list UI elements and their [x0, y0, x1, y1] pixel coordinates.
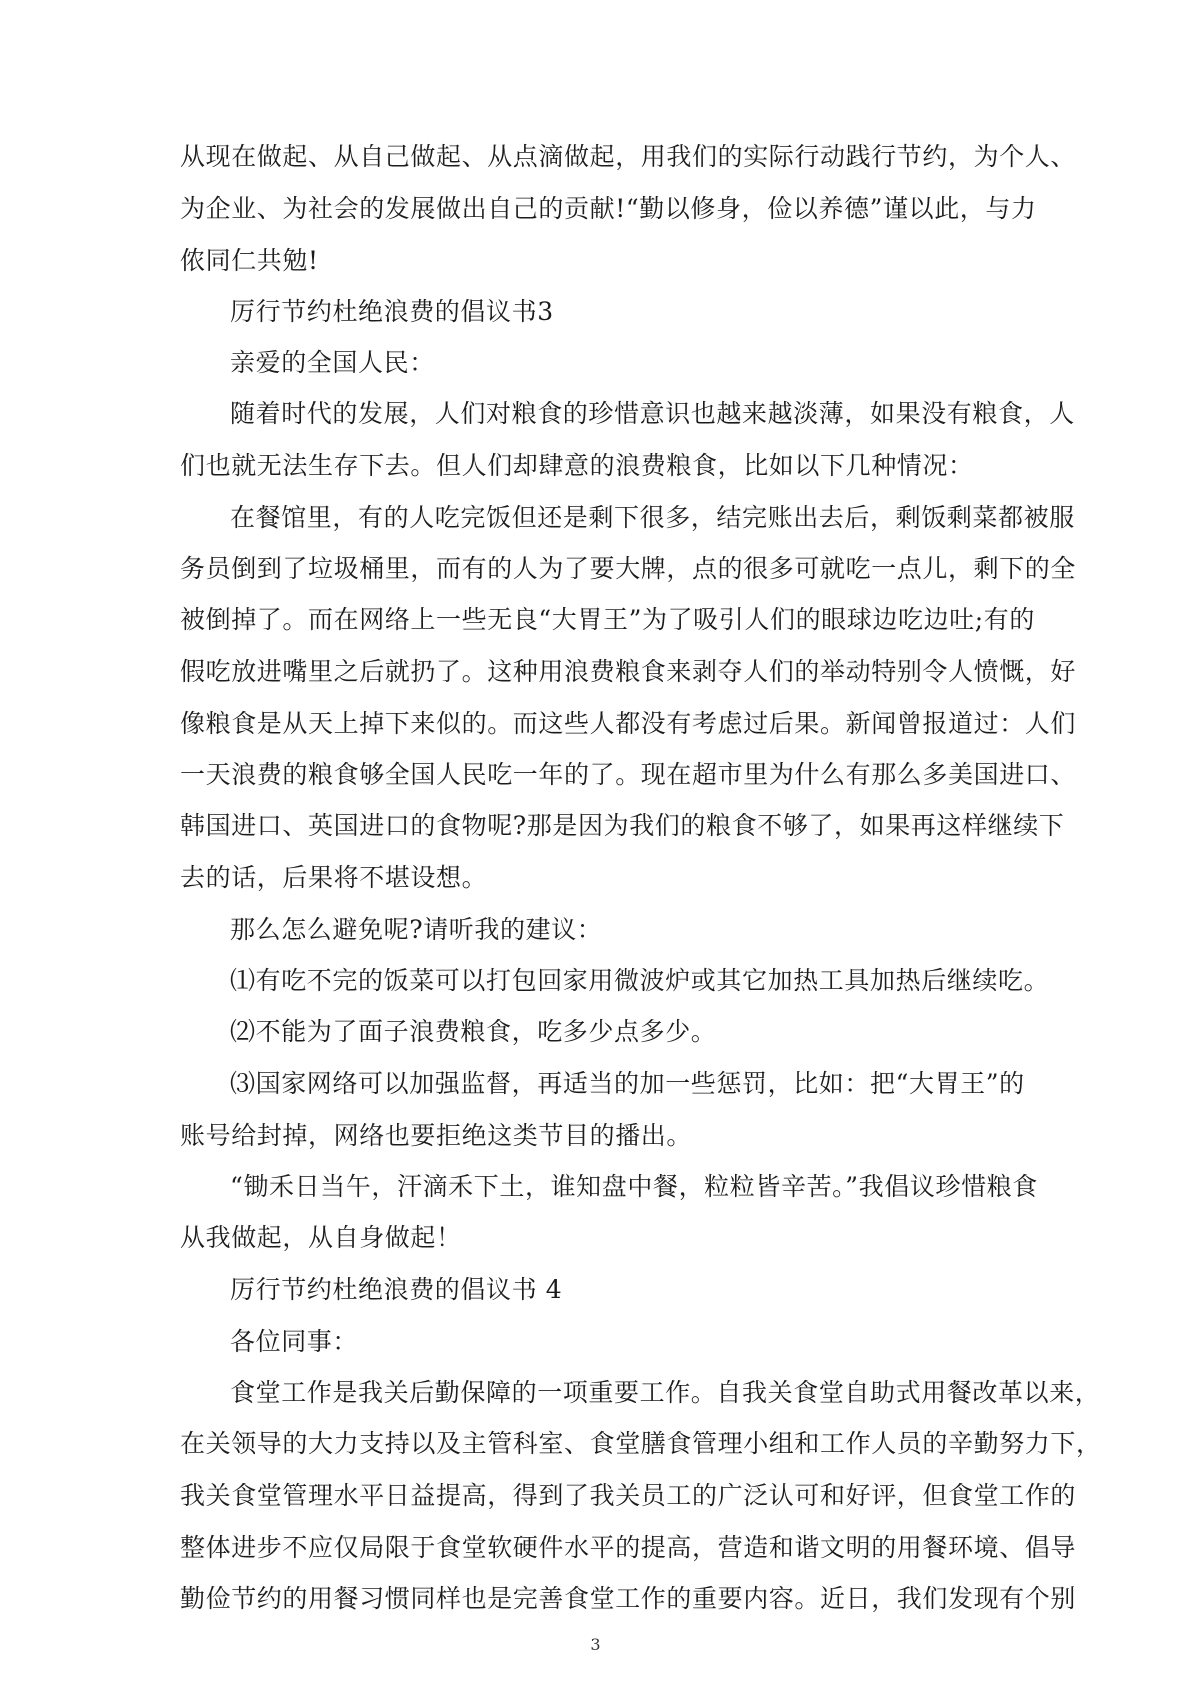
text-line: 为企业、为社会的发展做出自己的贡献!“勤以修身，俭以养德”谨以此，与力 — [180, 194, 1037, 223]
text-line: 假吃放进嘴里之后就扔了。这种用浪费粮食来剥夺人们的举动特别令人愤慨，好 — [180, 657, 1077, 686]
list-item: ⑵不能为了面子浪费粮食，吃多少点多少。 — [230, 1017, 717, 1046]
text-line: 被倒掉了。而在网络上一些无良“大胃王”为了吸引人们的眼球边吃边吐;有的 — [180, 605, 1035, 634]
text-line: 食堂工作是我关后勤保障的一项重要工作。自我关食堂自助式用餐改革以来， — [230, 1378, 1101, 1407]
section-heading: 厉行节约杜绝浪费的倡议书 4 — [230, 1275, 563, 1304]
text-line: 侬同仁共勉! — [180, 246, 319, 275]
page-number: 3 — [590, 1635, 601, 1654]
text-line: 整体进步不应仅局限于食堂软硬件水平的提高，营造和谐文明的用餐环境、倡导 — [180, 1533, 1077, 1562]
section-heading: 厉行节约杜绝浪费的倡议书3 — [230, 297, 554, 326]
text-line: 在餐馆里，有的人吃完饭但还是剩下很多，结完账出去后，剩饭剩菜都被服 — [230, 503, 1075, 532]
text-line: 我关食堂管理水平日益提高，得到了我关员工的广泛认可和好评，但食堂工作的 — [180, 1481, 1077, 1510]
text-line: “锄禾日当午，汗滴禾下土，谁知盘中餐，粒粒皆辛苦。”我倡议珍惜粮食 — [230, 1172, 1038, 1201]
text-line: 韩国进口、英国进口的食物呢?那是因为我们的粮食不够了，如果再这样继续下 — [180, 811, 1065, 840]
text-line: 们也就无法生存下去。但人们却肆意的浪费粮食，比如以下几种情况： — [180, 451, 974, 480]
list-item: ⑴有吃不完的饭菜可以打包回家用微波炉或其它加热工具加热后继续吃。 — [230, 966, 1050, 995]
text-line: 账号给封掉，网络也要拒绝这类节目的播出。 — [180, 1121, 693, 1150]
text-line: 像粮食是从天上掉下来似的。而这些人都没有考虑过后果。新闻曾报道过：人们 — [180, 709, 1077, 738]
text-line: 从现在做起、从自己做起、从点滴做起，用我们的实际行动践行节约，为个人、 — [180, 142, 1077, 171]
text-line: 务员倒到了垃圾桶里，而有的人为了要大牌，点的很多可就吃一点儿，剩下的全 — [180, 554, 1077, 583]
text-line: 一天浪费的粮食够全国人民吃一年的了。现在超市里为什么有那么多美国进口、 — [180, 760, 1077, 789]
list-item: ⑶国家网络可以加强监督，再适当的加一些惩罚，比如：把“大胃王”的 — [230, 1069, 1025, 1098]
text-line: 在关领导的大力支持以及主管科室、食堂膳食管理小组和工作人员的辛勤努力下， — [180, 1429, 1102, 1458]
text-line: 那么怎么避免呢?请听我的建议： — [230, 915, 603, 944]
salutation: 亲爱的全国人民： — [230, 348, 435, 377]
text-line: 去的话，后果将不堪设想。 — [180, 863, 488, 892]
text-line: 随着时代的发展，人们对粮食的珍惜意识也越来越淡薄，如果没有粮食，人 — [230, 399, 1075, 428]
salutation: 各位同事： — [230, 1327, 359, 1356]
text-line: 从我做起，从自身做起！ — [180, 1223, 462, 1252]
text-line: 勤俭节约的用餐习惯同样也是完善食堂工作的重要内容。近日，我们发现有个别 — [180, 1584, 1077, 1613]
